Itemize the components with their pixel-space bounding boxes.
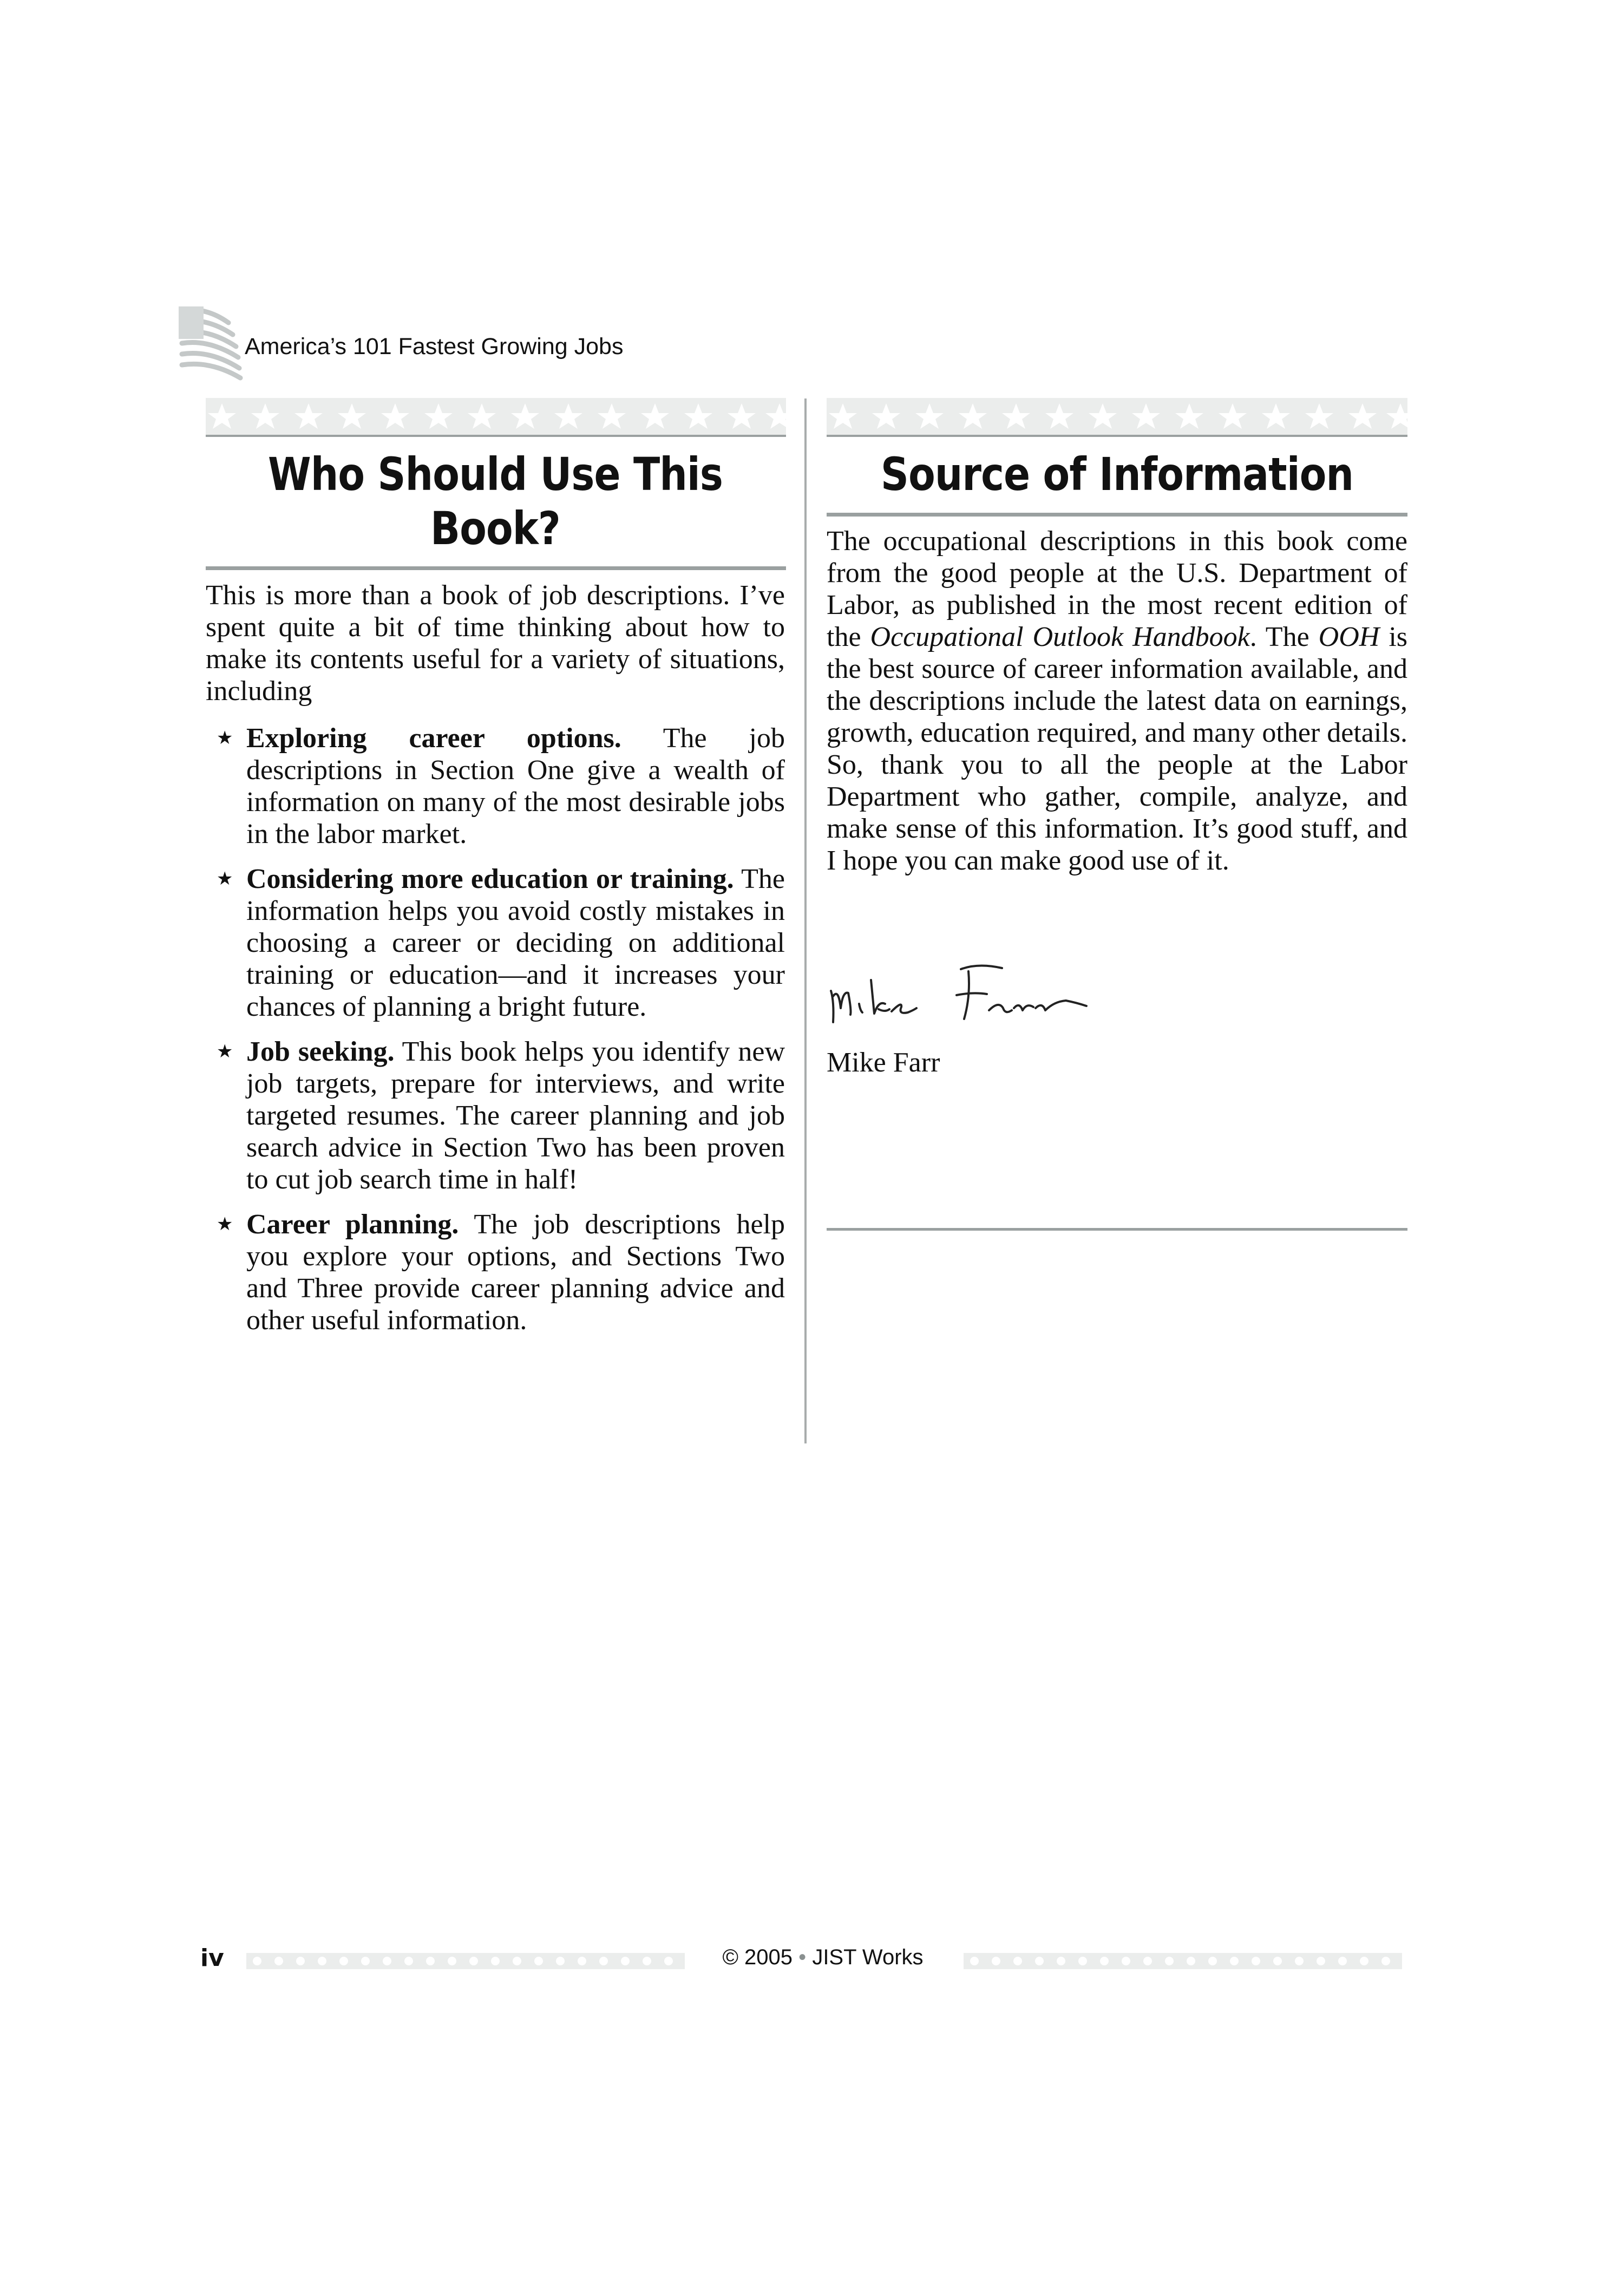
right-title-top-rule	[827, 435, 1407, 437]
list-item	[206, 722, 785, 850]
footer-star-band-left	[246, 1953, 685, 1969]
right-title-bottom-rule	[827, 513, 1407, 517]
footer-copyright: © 2005 • JIST Works	[722, 1945, 924, 1969]
list-item-lead: Considering more education or training.	[246, 864, 734, 894]
right-star-band	[827, 398, 1407, 436]
use-cases-list	[206, 722, 785, 1336]
right-section-end-rule	[827, 1228, 1407, 1231]
list-item	[206, 863, 785, 1023]
left-title-top-rule	[206, 435, 786, 437]
flag-icon	[179, 301, 244, 382]
left-section-title-line2: Book?	[430, 502, 560, 555]
running-header	[179, 301, 828, 382]
left-star-band	[206, 398, 786, 436]
running-title: America’s 101 Fastest Growing Jobs	[245, 334, 624, 360]
left-title-bottom-rule	[206, 566, 786, 570]
list-item-text: The job descriptions in Section One give a wealth of information on many of the most desirable jobs in the labor market.	[246, 723, 785, 850]
author-signature	[827, 958, 1108, 1040]
list-item	[206, 1208, 785, 1336]
star-bullet-icon: ★	[217, 728, 233, 748]
left-section-title	[206, 447, 785, 556]
list-item-text: The information helps you avoid costly mistakes in choosing a career or deciding on additional training or education—and it increases your chances of planning a bright future.	[246, 864, 785, 1022]
list-item-lead: Job seeking.	[246, 1036, 395, 1067]
column-divider	[804, 398, 807, 1443]
source-paragraph: The occupational descriptions in this book come from the good people at the U.S. Department of Labor, as published in the most recent edition of the Occupational Outlook Handbook. The OOH is the best source of career information available, and the descriptions include the latest data on earnings, growth, education required, and many other details. So, thank you to all the people at the Labor Department who gather, compile, analyze, and make sense of this information. It’s good stuff, and I hope you can make good use of it.	[827, 526, 1408, 876]
list-item	[206, 1036, 785, 1195]
left-section-title-line1: Who Should Use This	[268, 448, 723, 501]
list-item-lead: Exploring career options.	[246, 723, 621, 754]
right-section-title: Source of Information	[880, 448, 1354, 501]
list-item-text: This book helps you identify new job targets, prepare for interviews, and write targeted resumes. The career planning and job search advice in Section Two has been proven to cut job search time in half!	[246, 1036, 785, 1195]
star-bullet-icon: ★	[217, 869, 233, 889]
page-number: iv	[200, 1944, 224, 1972]
left-intro-paragraph: This is more than a book of job descriptions. I’ve spent quite a bit of time thinking about how to make its contents useful for a variety of situations, including	[206, 580, 785, 707]
star-bullet-icon: ★	[217, 1042, 233, 1062]
star-bullet-icon: ★	[217, 1214, 233, 1234]
footer-separator: •	[798, 1945, 807, 1969]
footer-star-band-right	[964, 1953, 1402, 1969]
page-footer	[200, 1941, 1418, 1979]
list-item-lead: Career planning.	[246, 1209, 459, 1240]
author-name: Mike Farr	[827, 1047, 940, 1078]
list-item-text: The job descriptions help you explore your options, and Sections Two and Three provide career planning advice and other useful information.	[246, 1209, 785, 1336]
